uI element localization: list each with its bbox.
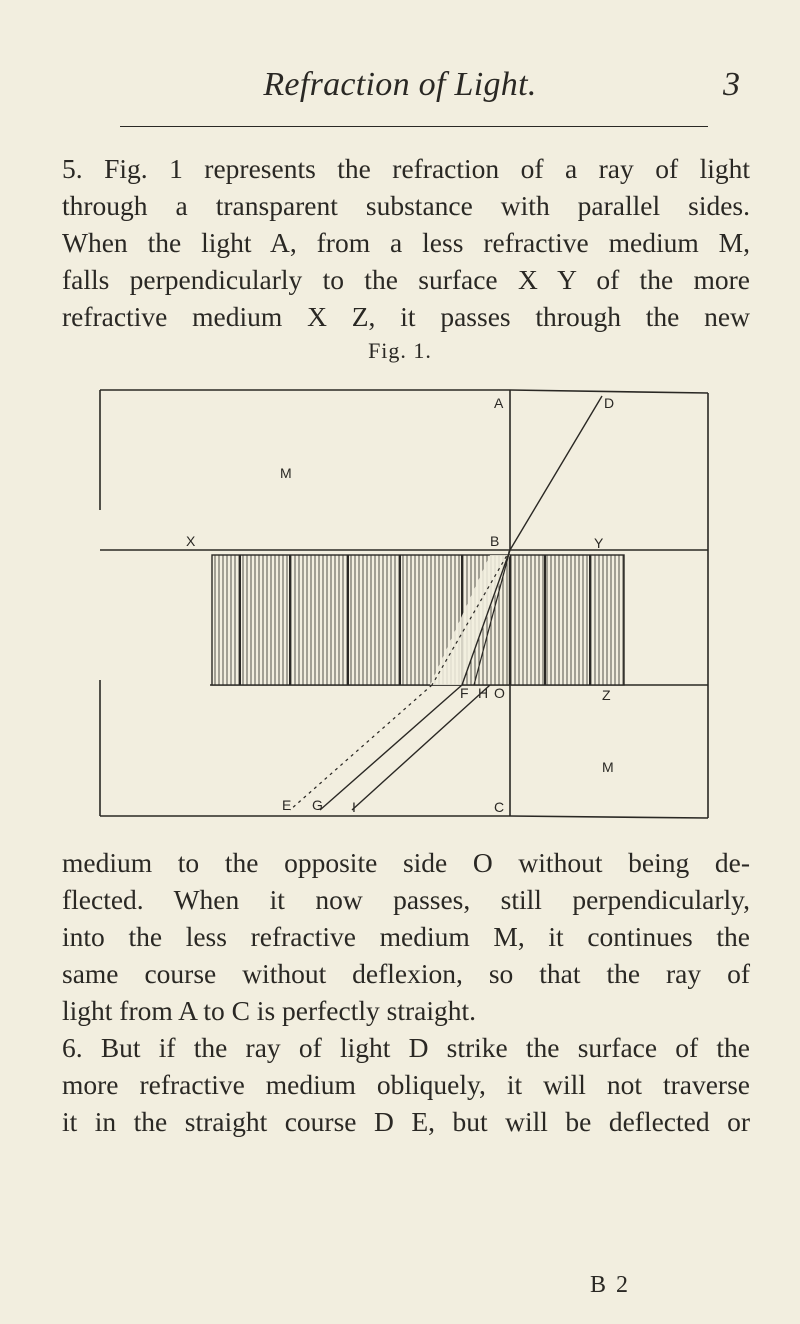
label-F: F [460,685,469,701]
label-C: C [494,799,505,815]
text-line: through a transparent substance with parallel sides. [62,190,750,221]
label-E: E [282,797,292,813]
page-header [60,62,740,112]
label-Y: Y [594,535,604,551]
paragraph-continuation [62,844,750,1140]
header-rule [120,126,708,127]
text-line: medium to the opposite side O without being de- [62,847,750,878]
text-line: it in the straight course D E, but will be deflected or [62,1106,750,1137]
text-line: light from A to C is perfectly straight. [62,995,476,1026]
text-line: 5. Fig. 1 represents the refraction of a ray of light [62,153,750,184]
text-line: falls perpendicularly to the surface X Y of the more [62,264,750,295]
label-M-top: M [280,465,292,481]
figure-caption: Fig. 1. [368,338,432,363]
text-line: 6. But if the ray of light D strike the surface of the [62,1032,750,1063]
page-number: 3 [723,66,740,103]
refractive-medium-block [212,555,624,685]
text-line: more refractive medium obliquely, it will not traverse [62,1069,750,1100]
label-H: H [478,685,489,701]
text-line: same course without deflexion, so that the ray of [62,958,750,989]
label-A: A [494,395,504,411]
text-line: When the light A, from a less refractive medium M, [62,227,750,258]
label-M-bottom: M [602,759,614,775]
label-B: B [490,533,500,549]
label-G: G [312,797,323,813]
signature-mark: B 2 [590,1272,631,1298]
text-line: refractive medium X Z, it passes through the new [62,301,750,332]
running-title: Refraction of Light. [263,66,537,103]
label-O: O [494,685,505,701]
text-line: into the less refractive medium M, it continues the [62,921,750,952]
refraction-diagram [90,360,720,830]
label-Z: Z [602,687,611,703]
label-D: D [604,395,615,411]
paragraph-section-5 [62,150,750,335]
text-line: flected. When it now passes, still perpendicularly, [62,884,750,915]
label-I: I [352,799,356,815]
label-X: X [186,533,196,549]
refraction-diagram-svg [90,360,720,830]
